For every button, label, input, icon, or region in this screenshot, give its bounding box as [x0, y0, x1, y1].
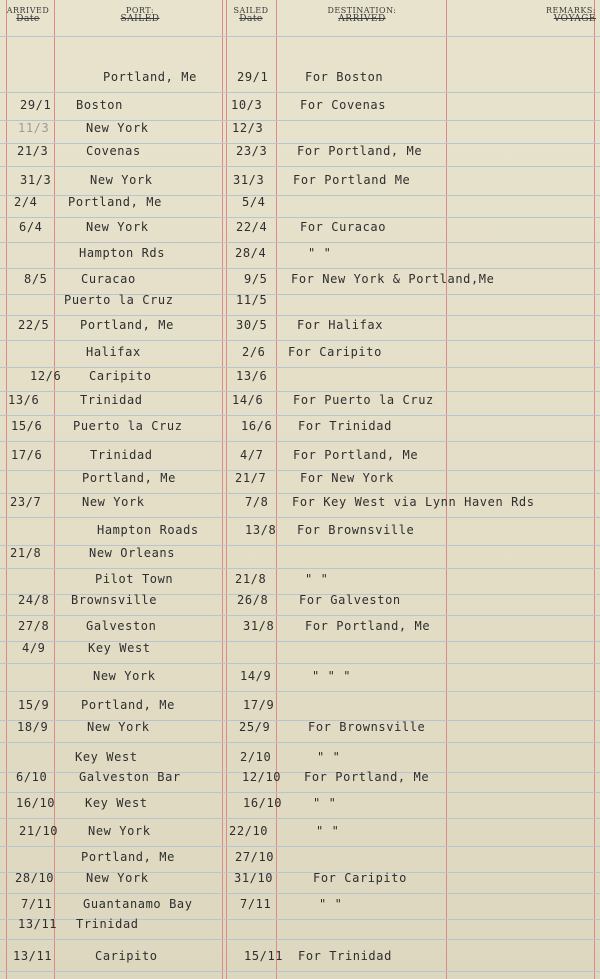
row-rule — [0, 391, 600, 392]
row-rule — [0, 818, 600, 819]
sailed-date: 30/5 — [236, 318, 268, 332]
sailed-date: 28/4 — [235, 246, 267, 260]
arrived-date: 13/6 — [8, 393, 40, 407]
sailed-date: 17/9 — [243, 698, 275, 712]
row-rule — [0, 517, 600, 518]
sailed-date: 10/3 — [231, 98, 263, 112]
arrived-date: 7/11 — [21, 897, 53, 911]
row-rule — [0, 939, 600, 940]
row-rule — [0, 893, 600, 894]
port-name: Galveston — [86, 619, 157, 633]
port-name: Portland, Me — [80, 318, 174, 332]
destination-text: For Curacao — [300, 220, 387, 234]
destination-text: For Portland Me — [293, 173, 411, 187]
destination-text: For Portland, Me — [297, 144, 423, 158]
header-sailed: SAILED Date — [233, 6, 269, 24]
rule-line — [226, 0, 227, 979]
port-name: Portland, Me — [82, 471, 176, 485]
destination-text: " " " — [312, 669, 352, 683]
port-name: Portland, Me — [103, 70, 197, 84]
sailed-date: 14/6 — [232, 393, 264, 407]
row-rule — [0, 792, 600, 793]
destination-text: For Brownsville — [297, 523, 415, 537]
header-remarks: REMARKS: VOYAGE — [545, 6, 596, 24]
row-rule — [0, 315, 600, 316]
row-rule — [0, 742, 600, 743]
row-rule — [0, 340, 600, 341]
row-rule — [0, 242, 600, 243]
arrived-date: 21/8 — [10, 546, 42, 560]
header-arrived: ARRIVED Date — [6, 6, 50, 24]
row-rule — [0, 615, 600, 616]
destination-text: For Trinidad — [298, 419, 392, 433]
header-port: PORT: SAILED — [120, 6, 160, 24]
arrived-date: 31/3 — [20, 173, 52, 187]
arrived-date: 6/4 — [19, 220, 43, 234]
port-name: Portland, Me — [68, 195, 162, 209]
destination-text: " " — [316, 824, 340, 838]
sailed-date: 2/6 — [242, 345, 266, 359]
arrived-date: 4/9 — [22, 641, 46, 655]
sailed-date: 7/11 — [240, 897, 272, 911]
sailed-date: 26/8 — [237, 593, 269, 607]
arrived-date: 29/1 — [20, 98, 52, 112]
sailed-date: 5/4 — [242, 195, 266, 209]
port-name: Pilot Town — [95, 572, 174, 586]
row-rule — [0, 217, 600, 218]
arrived-date: 21/10 — [19, 824, 59, 838]
rule-line — [594, 0, 595, 979]
row-rule — [0, 493, 600, 494]
port-name: Brownsville — [71, 593, 158, 607]
port-name: Caripito — [95, 949, 158, 963]
arrived-date: 18/9 — [17, 720, 49, 734]
destination-text: For New York — [300, 471, 394, 485]
arrived-date: 13/11 — [18, 917, 58, 931]
arrived-date: 12/6 — [30, 369, 62, 383]
destination-text: For Puerto la Cruz — [293, 393, 434, 407]
port-name: Portland, Me — [81, 698, 175, 712]
sailed-date: 31/3 — [233, 173, 265, 187]
rule-line — [446, 0, 447, 979]
sailed-date: 12/10 — [242, 770, 282, 784]
port-name: Key West — [75, 750, 138, 764]
port-name: Puerto la Cruz — [73, 419, 183, 433]
arrived-date: 16/10 — [16, 796, 56, 810]
sailed-date: 16/10 — [243, 796, 283, 810]
port-name: Trinidad — [76, 917, 139, 931]
row-rule — [0, 691, 600, 692]
rule-line — [276, 0, 277, 979]
arrived-date: 15/9 — [18, 698, 50, 712]
sailed-date: 25/9 — [239, 720, 271, 734]
port-name: New York — [86, 871, 149, 885]
destination-text: For Key West via Lynn Haven Rds — [292, 495, 535, 509]
rule-line — [222, 0, 223, 979]
sailed-date: 14/9 — [240, 669, 272, 683]
port-name: Hampton Roads — [97, 523, 199, 537]
port-name: New Orleans — [89, 546, 176, 560]
sailed-date: 23/3 — [236, 144, 268, 158]
arrived-date: 27/8 — [18, 619, 50, 633]
row-rule — [0, 846, 600, 847]
port-name: Covenas — [86, 144, 141, 158]
arrived-date: 8/5 — [24, 272, 48, 286]
port-name: Trinidad — [80, 393, 143, 407]
row-rule — [0, 92, 600, 93]
destination-text: For Boston — [305, 70, 384, 84]
port-name: Curacao — [81, 272, 136, 286]
sailed-date: 12/3 — [232, 121, 264, 135]
sailed-date: 22/4 — [236, 220, 268, 234]
destination-text: For Halifax — [297, 318, 384, 332]
destination-text: " " — [305, 572, 329, 586]
arrived-date: 24/8 — [18, 593, 50, 607]
sailed-date: 29/1 — [237, 70, 269, 84]
destination-text: For New York & Portland,Me — [291, 272, 495, 286]
port-name: Key West — [88, 641, 151, 655]
sailed-date: 15/11 — [244, 949, 284, 963]
sailed-date: 7/8 — [245, 495, 269, 509]
sailed-date: 13/6 — [236, 369, 268, 383]
arrived-date: 28/10 — [15, 871, 55, 885]
arrived-date: 2/4 — [14, 195, 38, 209]
arrived-date: 22/5 — [18, 318, 50, 332]
port-name: New York — [93, 669, 156, 683]
destination-text: For Covenas — [300, 98, 387, 112]
destination-text: For Portland, Me — [304, 770, 430, 784]
row-rule — [0, 367, 600, 368]
arrived-date: 23/7 — [10, 495, 42, 509]
arrived-date: 11/3 — [18, 121, 50, 135]
port-name: Hampton Rds — [79, 246, 166, 260]
port-name: Key West — [85, 796, 148, 810]
row-rule — [0, 166, 600, 167]
destination-text: For Trinidad — [298, 949, 392, 963]
sailed-date: 2/10 — [240, 750, 272, 764]
header-destination: DESTINATION: ARRIVED — [327, 6, 397, 24]
port-name: Portland, Me — [81, 850, 175, 864]
port-name: New York — [88, 824, 151, 838]
sailed-date: 21/7 — [235, 471, 267, 485]
sailed-date: 21/8 — [235, 572, 267, 586]
destination-text: " " — [319, 897, 343, 911]
port-name: Caripito — [89, 369, 152, 383]
destination-text: For Caripito — [313, 871, 407, 885]
arrived-date: 17/6 — [11, 448, 43, 462]
arrived-date: 15/6 — [11, 419, 43, 433]
arrived-date: 6/10 — [16, 770, 48, 784]
port-name: Galveston Bar — [79, 770, 181, 784]
port-name: Trinidad — [90, 448, 153, 462]
sailed-date: 31/8 — [243, 619, 275, 633]
sailed-date: 9/5 — [244, 272, 268, 286]
arrived-date: 13/11 — [13, 949, 53, 963]
port-name: Boston — [76, 98, 123, 112]
row-rule — [0, 971, 600, 972]
port-name: New York — [86, 220, 149, 234]
sailed-date: 11/5 — [236, 293, 268, 307]
port-name: Puerto la Cruz — [64, 293, 174, 307]
sailed-date: 31/10 — [234, 871, 274, 885]
row-rule — [0, 663, 600, 664]
port-name: New York — [86, 121, 149, 135]
row-rule — [0, 268, 600, 269]
destination-text: For Portland, Me — [305, 619, 431, 633]
rule-line — [6, 0, 7, 979]
row-rule — [0, 441, 600, 442]
port-name: New York — [90, 173, 153, 187]
port-name: Guantanamo Bay — [83, 897, 193, 911]
destination-text: " " — [313, 796, 337, 810]
destination-text: For Portland, Me — [293, 448, 419, 462]
row-rule — [0, 568, 600, 569]
row-rule — [0, 415, 600, 416]
destination-text: For Galveston — [299, 593, 401, 607]
destination-text: For Caripito — [288, 345, 382, 359]
sailed-date: 22/10 — [229, 824, 269, 838]
header-rule — [0, 36, 600, 37]
sailed-date: 13/8 — [245, 523, 277, 537]
sailed-date: 27/10 — [235, 850, 275, 864]
port-name: New York — [82, 495, 145, 509]
destination-text: " " — [317, 750, 341, 764]
sailed-date: 4/7 — [240, 448, 264, 462]
port-name: New York — [87, 720, 150, 734]
destination-text: For Brownsville — [308, 720, 426, 734]
port-name: Halifax — [86, 345, 141, 359]
destination-text: " " — [308, 246, 332, 260]
arrived-date: 21/3 — [17, 144, 49, 158]
sailed-date: 16/6 — [241, 419, 273, 433]
